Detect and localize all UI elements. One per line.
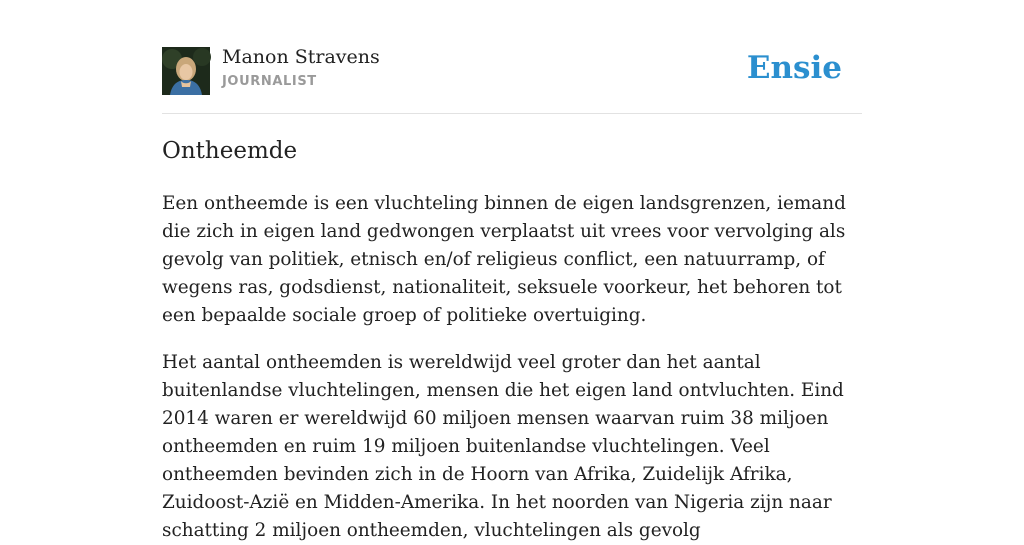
article-paragraph-2: Het aantal ontheemden is wereldwijd veel groter dan het aantal buitenlandse vluchtelingen, mensen die het eigen land ontvluchten. Eind 2014 waren er wereldwijd 60 miljoen mensen waarvan ruim 38 miljoen ontheemden en ruim 19 miljoen buitenlandse vluchtelingen. Veel ontheemden bevinden zich in de Hoorn van Afrika, Zuidelijk Afrika, Zuidoost-Azië en Midden-Amerika. In het noorden van Nigeria zijn naar schatting 2 miljoen ontheemden, vluchtelingen als gevolg [162,352,844,541]
header-divider [162,113,862,114]
author-avatar[interactable] [162,47,210,95]
article-title: Ontheemde [162,138,298,164]
author-photo [162,47,210,95]
author-header [162,46,862,96]
author-name[interactable]: Manon Stravens [222,46,380,68]
author-role: JOURNALIST [222,74,317,89]
article-paragraph-1: Een ontheemde is een vluchteling binnen de eigen landsgrenzen, iemand die zich in eigen land gedwongen verplaatst uit vrees voor vervolging als gevolg van politiek, etnisch en/of religieus conflict, een natuurramp, of wegens ras, godsdienst, nationaliteit, seksuele voorkeur, het behoren tot een bepaalde sociale groep of politieke overtuiging. [162,193,846,326]
ensie-logo[interactable]: Ensie [746,50,842,86]
